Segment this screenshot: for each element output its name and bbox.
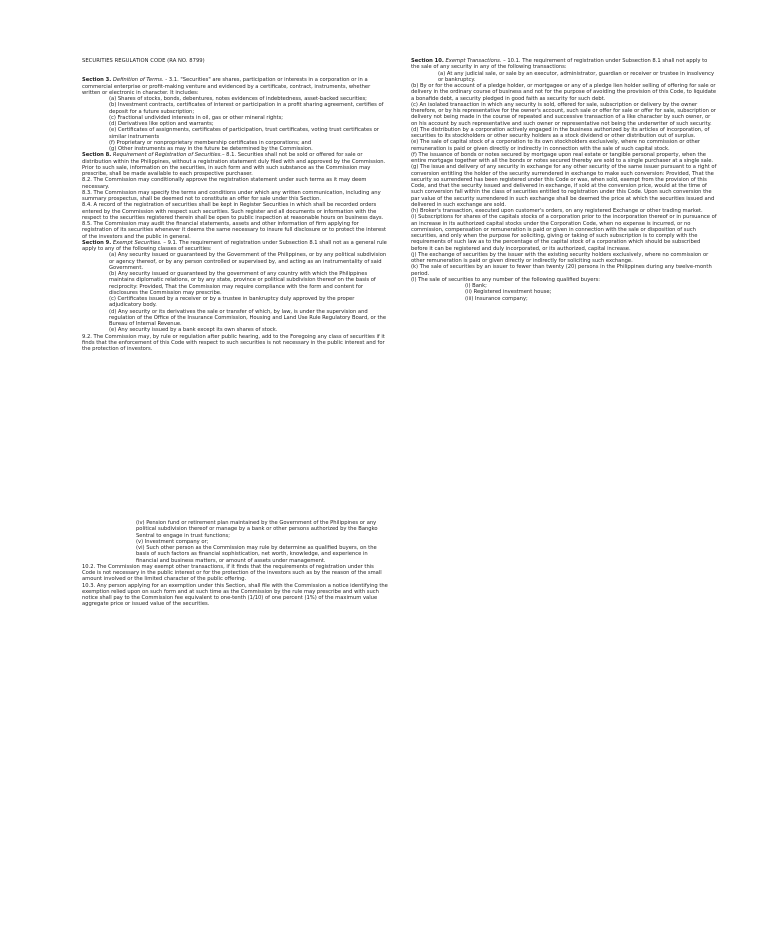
paragraph-text: (i) Subscriptions for shares of the capitals stocks of a corporation prior to the incorporation thereof or in pursuance of an increase in its authorized capital stocks under the Corporation Code, when no expense is incurred, or no commission, compensation or remuneration is paid or given in connection with the sale or disposition of such securities, and only when the purpose for soliciting, giving or taking of such subscription is to comply with the requirements of such law as to the percentage of the capital stock of a corporation which should be subscribed before it can be registered and duly incorporated, or its authorized, capital increase. xyxy=(411,214,717,252)
paragraph-text: - 3.1. "Securities" are shares, participation or interests in a corporation or in a commercial enterprise or profit-making venture and evidenced by a certificate, contract, instruments, whether written or electronic in character. It includes: xyxy=(82,77,371,96)
section-number: Section 10. xyxy=(411,58,444,64)
paragraph-text: (iii) Insurance company; xyxy=(465,295,528,302)
paragraph-text: (g) Other instruments as may in the future be determined by the Commission. xyxy=(109,146,313,152)
paragraph-text: 8.3. The Commission may specify the terms and conditions under which any written communication, including any summary prospectus, shall be deemed not to constitute an offer for sale under this Section. xyxy=(82,189,381,202)
paragraph-text: (g) The issue and delivery of any security in exchange for any other security of the same issuer pursuant to a right of conversion entitling the holder of the security surrendered in exchange to make such conversion: Provided, That the security so surrendered has been registered under this Code or was, when sold, exempt from the provision of this Code, and that the security issued and delivered in exchange, if sold at the conversion price, would at the time of such conversion fall within the class of securities entitled to registration under this Code. Upon such conversion the par value of the security surrendered in such exchange shall be deemed the price at which the securities issued and delivered in such exchange are sold. xyxy=(411,164,717,208)
paragraph-text: (iv) Pension fund or retirement plan maintained by the Government of the Philippines or any political subdivision thereof or manage by a bank or other persons authorized by the Bangko Sentral to engage in trust functions; xyxy=(136,520,378,539)
right-column xyxy=(411,58,717,302)
left-column-body xyxy=(82,77,388,352)
paragraph-text: – 8.1. Securities shall not be sold or offered for sale or distribution within the Philippines, without a registration statement duly filed with and approved by the Commission. Prior to such sale, information on the securities, in such form and with such substance as the Commission may prescribe, shall be made available to each prospective purchaser. xyxy=(82,152,386,177)
paragraph xyxy=(82,296,388,309)
section-title: Exempt Securities. xyxy=(112,239,162,246)
paragraph xyxy=(411,296,717,302)
paragraph-text: 10.3. Any person applying for an exemption under this Section, shall file with the Commission a notice identifying the exemption relied upon on such form and at such time as the Commission by the rule may prescribe and with such notice shall pay to the Commission fee equivalent to one-tenth (1/10) of one percent (1%) of the maximum value aggregate price or issued value of the securities. xyxy=(82,582,388,608)
paragraph xyxy=(411,252,717,265)
bottom-left-column xyxy=(82,520,388,608)
paragraph-text: 8.4. A record of the registration of securities shall be kept in Register Securities in which shall be recorded orders entered by the Commission with respect such securities. Such register and all documents or information with the respect to the securities registered therein shall be open to public inspection at reasonable hours on business days. xyxy=(82,202,384,221)
section-heading-paragraph xyxy=(82,240,388,253)
paragraph-text: 8.5. The Commission may audit the financial statements, assets and other information of firm applying for registration of its securities whenever it deems the same necessary to insure full disclosure or to protect the interest of the investors and the public in general. xyxy=(82,221,386,240)
paragraph-text: (e) Certificates of assignments, certificates of participation, trust certificates, voting trust certificates or similar instruments xyxy=(109,127,379,140)
section-heading-paragraph xyxy=(411,58,717,71)
left-column xyxy=(82,58,388,352)
paragraph-text: (l) The sale of securities to any number of the following qualified buyers: xyxy=(411,276,601,283)
paragraph-text: (h) Broker's transaction, executed upon customer's orders, on any registered Exchange or other trading market. xyxy=(411,208,703,214)
paragraph-text: (a) At any judicial sale, or sale by an executor, administrator, guardian or receiver or trustee in insolvency or bankruptcy. xyxy=(438,70,715,83)
paragraph xyxy=(82,190,388,203)
paragraph-text: (e) Any security issued by a bank except its own shares of stock. xyxy=(109,327,278,334)
paragraph-text: (i) Bank; xyxy=(465,283,487,289)
paragraph xyxy=(411,214,717,252)
section-heading-paragraph xyxy=(82,77,388,96)
paragraph-text: (c) Fractional undivided interests in oil, gas or other mineral rights; xyxy=(109,114,284,121)
paragraph-text: (a) Any security issued or guaranteed by the Government of the Philippines, or by any political subdivision or agency thereof, or by any person controlled or supervised by, and acting as an instrumentality of said Government. xyxy=(109,252,387,271)
paragraph xyxy=(82,583,388,608)
paragraph xyxy=(411,83,717,102)
section-title: Definition of Terms. xyxy=(112,77,164,84)
paragraph-text: (c) An isolated transaction in which any security is sold, offered for sale, subscription or delivery by the owner therefore, or by his representative for the owner's account, such sale or offer for sale or offer for sale, subscription or delivery not being made in the course of repeated and successive transaction of a like character by such owner, or on his account by such representative and such owner or representative not being the underwriter of such security. xyxy=(411,101,716,127)
paragraph xyxy=(82,334,388,353)
paragraph-text: (k) The sale of securities by an issuer to fewer than twenty (20) persons in the Philippines during any twelve-month period. xyxy=(411,264,712,277)
paragraph-text: 8.2. The Commission may conditionally approve the registration statement under such terms as it may deem necessary. xyxy=(82,177,367,190)
paragraph xyxy=(82,520,388,539)
paragraph-text: (e) The sale of capital stock of a corporation to its own stockholders exclusively, where no commission or other remuneration is paid or given directly or indirectly in connection with the sale of such capital stock. xyxy=(411,139,701,152)
paragraph-text: (a) Shares of stocks, bonds, debentures, notes evidences of indebtedness, asset-backed securities; xyxy=(109,96,367,102)
section-heading-paragraph xyxy=(82,152,388,177)
paragraph xyxy=(82,309,388,328)
paragraph-text: (f) The issuance of bonds or notes secured by mortgage upon real estate or tangible personal property, when the entire mortgage together with all the bonds or notes secured thereby are sold to a single purchaser at a single sale. xyxy=(411,151,714,164)
paragraph-text: – 10.1. The requirement of registration under Subsection 8.1 shall not apply to the sale of any security in any of the following transactions: xyxy=(411,58,708,71)
paragraph-text: (b) By or for the account of a pledge holder, or mortgagee or any of a pledge lien holder selling of offering for sale or delivery in the ordinary course of business and not for the purpose of avoiding the provision of this Code, to liquidate a bonafide debt, a security pledged in good faith as security for such debt. xyxy=(411,83,717,102)
paragraph xyxy=(82,127,388,140)
paragraph-text: (b) Investment contracts, certificates of interest or participation in a profit sharing agreement, certifies of deposit for a future subscription; xyxy=(109,102,384,115)
paragraph xyxy=(82,564,388,583)
paragraph-text: (ii) Registered investment house; xyxy=(465,289,552,296)
paragraph-text: (f) Proprietary or nonproprietary membership certificates in corporations; and xyxy=(109,139,312,146)
paragraph-text: – 9.1. The requirement of registration under Subsection 8.1 shall not as a general rule apply to any of the following classes of securities: xyxy=(82,239,387,252)
paragraph-text: (j) The exchange of securities by the issuer with the existing security holders exclusively, where no commission or other remuneration is paid or given directly or indirectly for soliciting such exchange. xyxy=(411,251,709,264)
paragraph xyxy=(411,164,717,208)
paragraph xyxy=(411,102,717,127)
paragraph xyxy=(82,221,388,240)
paragraph xyxy=(411,139,717,152)
document-title: SECURITIES REGULATION CODE (RA NO. 8799) xyxy=(82,58,205,64)
section-title: Exempt Transactions. xyxy=(445,58,502,64)
section-number: Section 3. xyxy=(82,77,112,84)
paragraph xyxy=(411,264,717,277)
paragraph xyxy=(411,127,717,140)
paragraph xyxy=(411,71,717,84)
paragraph xyxy=(82,177,388,190)
paragraph-text: (vi) Such other person as the Commission may rule by determine as qualified buyers, on the basis of such factors as financial sophistication, net worth, knowledge, and experience in financial and business matters, or amount of assets under management. xyxy=(136,545,377,564)
paragraph xyxy=(82,252,388,271)
paragraph xyxy=(411,152,717,165)
paragraph-text: (b) Any security issued or guaranteed by the government of any country with which the Philippines maintains diplomatic relations, or by any state, province or political subdivision thereof on the basis of reciprocity: Provided, That the Commission may require compliance with the form and content for disclosures the Commission may prescribe. xyxy=(109,271,376,296)
paragraph xyxy=(82,202,388,221)
paragraph-text: 10.2. The Commission may exempt other transactions, if it finds that the requirements of registration under this Code is not necessary in the public interest or for the protection of the investors such as by the reason of the small amount involved or the limited character of the public offering. xyxy=(82,563,382,583)
paragraph-text: 9.2. The Commission may, by rule or regulation after public hearing, add to the Foregoing any class of securities if it finds that the enforcement of this Code with respect to such securities is not necessary in the public interest and for the protection of investors. xyxy=(82,333,385,352)
paragraph-text: (d) Derivatives like option and warrants; xyxy=(109,121,214,127)
paragraph-text: (c) Certificates issued by a receiver or by a trustee in bankruptcy duly approved by the proper adjudicatory body. xyxy=(109,296,355,309)
paragraph xyxy=(82,271,388,296)
section-number: Section 9. xyxy=(82,239,112,246)
section-number: Section 8. xyxy=(82,152,112,159)
paragraph xyxy=(82,545,388,564)
paragraph-text: (d) Any security or its derivatives the sale or transfer of which, by law, is under the supervision and regulation of the Office of the Insurance Commission, Housing and Land Use Rule Regulatory Board, or the Bureau of Internal Revenue. xyxy=(109,308,387,327)
paragraph xyxy=(82,102,388,115)
section-title: Requirement of Registration of Securities. xyxy=(112,152,222,159)
paragraph-text: (d) The distribution by a corporation actively engaged in the business authorized by its articles of incorporation, of securities to its stockholders or other security holders as a stock dividend or other distribution out of surplus. xyxy=(411,126,710,139)
paragraph-text: (v) Investment company or; xyxy=(136,538,209,545)
